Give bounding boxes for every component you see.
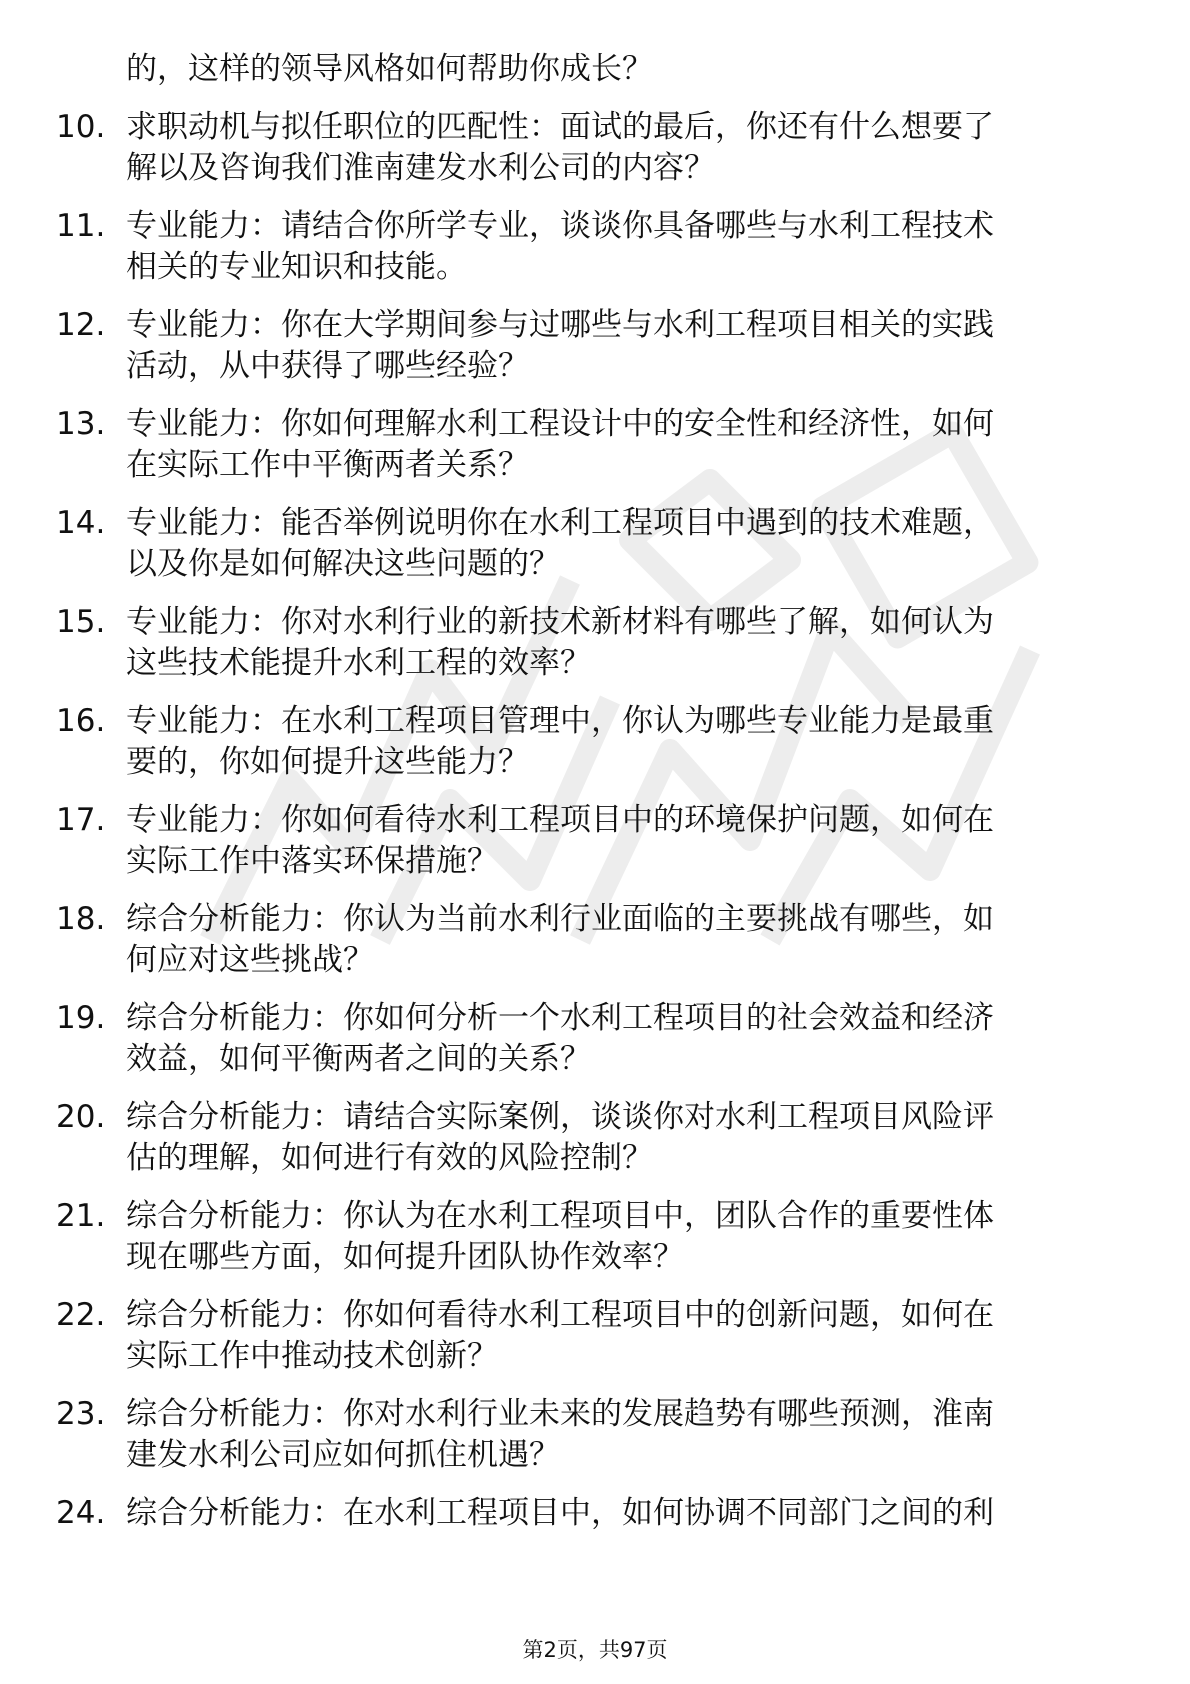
item-text-line: 专业能力：请结合你所学专业，谈谈你具备哪些与水利工程技术 bbox=[126, 208, 994, 244]
item-text-line: 求职动机与拟任职位的匹配性：面试的最后，你还有什么想要了 bbox=[126, 109, 994, 145]
item-text-line: 综合分析能力：你对水利行业未来的发展趋势有哪些预测，淮南 bbox=[126, 1396, 994, 1432]
item-text-line: 综合分析能力：你如何分析一个水利工程项目的社会效益和经济 bbox=[126, 1000, 994, 1036]
page-footer: 第2页，共97页 bbox=[522, 1638, 668, 1662]
item-text-line: 相关的专业知识和技能。 bbox=[126, 249, 467, 285]
item-text-line: 专业能力：能否举例说明你在水利工程项目中遇到的技术难题， bbox=[126, 505, 994, 541]
item-text-line: 专业能力：你对水利行业的新技术新材料有哪些了解，如何认为 bbox=[126, 604, 994, 640]
item-text-line: 在实际工作中平衡两者关系？ bbox=[126, 447, 529, 483]
item-text-line: 实际工作中推动技术创新？ bbox=[126, 1338, 498, 1374]
item-text-line: 的，这样的领导风格如何帮助你成长？ bbox=[126, 51, 653, 87]
item-number: 19. bbox=[56, 1000, 106, 1036]
item-number: 11. bbox=[56, 208, 106, 244]
item-text-line: 建发水利公司应如何抓住机遇？ bbox=[126, 1437, 560, 1473]
item-number: 17. bbox=[56, 802, 106, 838]
item-number: 13. bbox=[56, 406, 106, 442]
item-text-line: 综合分析能力：你认为在水利工程项目中，团队合作的重要性体 bbox=[126, 1198, 994, 1234]
item-number: 21. bbox=[56, 1198, 106, 1234]
item-text-line: 这些技术能提升水利工程的效率？ bbox=[126, 645, 591, 681]
item-number: 15. bbox=[56, 604, 106, 640]
item-text-line: 专业能力：你在大学期间参与过哪些与水利工程项目相关的实践 bbox=[126, 307, 994, 343]
item-text-line: 综合分析能力：你如何看待水利工程项目中的创新问题，如何在 bbox=[126, 1297, 994, 1333]
item-number: 22. bbox=[56, 1297, 106, 1333]
item-number: 24. bbox=[56, 1495, 106, 1531]
item-number: 16. bbox=[56, 703, 106, 739]
item-number: 20. bbox=[56, 1099, 106, 1135]
item-text-line: 专业能力：在水利工程项目管理中，你认为哪些专业能力是最重 bbox=[126, 703, 994, 739]
item-number: 18. bbox=[56, 901, 106, 937]
item-number: 12. bbox=[56, 307, 106, 343]
item-text-line: 活动，从中获得了哪些经验？ bbox=[126, 348, 529, 384]
item-text-line: 现在哪些方面，如何提升团队协作效率？ bbox=[126, 1239, 684, 1275]
item-text-line: 综合分析能力：你认为当前水利行业面临的主要挑战有哪些，如 bbox=[126, 901, 994, 937]
item-number: 23. bbox=[56, 1396, 106, 1432]
item-number: 10. bbox=[56, 109, 106, 145]
item-text-line: 专业能力：你如何理解水利工程设计中的安全性和经济性，如何 bbox=[126, 406, 994, 442]
item-text-line: 实际工作中落实环保措施？ bbox=[126, 843, 498, 879]
item-text-line: 专业能力：你如何看待水利工程项目中的环境保护问题，如何在 bbox=[126, 802, 994, 838]
item-text-line: 解以及咨询我们淮南建发水利公司的内容？ bbox=[126, 150, 715, 186]
item-text-line: 要的，你如何提升这些能力？ bbox=[126, 744, 529, 780]
item-text-line: 以及你是如何解决这些问题的？ bbox=[126, 546, 560, 582]
item-number: 14. bbox=[56, 505, 106, 541]
item-text-line: 综合分析能力：在水利工程项目中，如何协调不同部门之间的利 bbox=[126, 1495, 994, 1531]
item-text-line: 何应对这些挑战？ bbox=[126, 942, 374, 978]
item-text-line: 估的理解，如何进行有效的风险控制？ bbox=[126, 1140, 653, 1176]
item-text-line: 综合分析能力：请结合实际案例，谈谈你对水利工程项目风险评 bbox=[126, 1099, 994, 1135]
item-text-line: 效益，如何平衡两者之间的关系？ bbox=[126, 1041, 591, 1077]
